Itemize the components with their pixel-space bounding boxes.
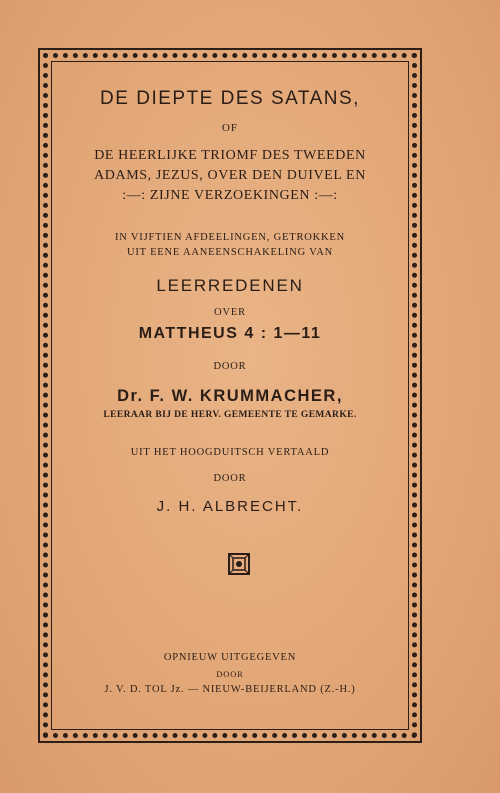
book-title: DE DIEPTE DES SATANS,: [100, 88, 360, 109]
division-line-2: UIT EENE AANEENSCHAKELING VAN: [126, 247, 334, 258]
or-connector: OF: [221, 122, 239, 134]
scripture-reference: MATTHEUS 4 : 1—11: [138, 325, 322, 342]
subtitle-line-3: :—: ZIJNE VERZOEKINGEN :—:: [122, 188, 338, 203]
by-connector-1: DOOR: [213, 361, 247, 372]
division-line-1: IN VIJFTIEN AFDEELINGEN, GETROKKEN: [115, 232, 345, 243]
author-description: LEERAAR BIJ DE HERV. GEMEENTE TE GEMARKE.: [103, 410, 357, 420]
by-connector-2: DOOR: [213, 473, 247, 484]
by-connector-3: DOOR: [216, 669, 244, 679]
square-ornament-icon: [228, 553, 250, 575]
republished-note: OPNIEUW UITGEGEVEN: [163, 652, 297, 663]
translation-note: UIT HET HOOGDUITSCH VERTAALD: [130, 447, 330, 458]
author-name: Dr. F. W. KRUMMACHER,: [117, 387, 343, 405]
subtitle-line-1: DE HEERLIJKE TRIOMF DES TWEEDEN: [94, 148, 366, 163]
over-connector: OVER: [214, 307, 246, 318]
subtitle-line-2: ADAMS, JEZUS, OVER DEN DUIVEL EN: [94, 168, 366, 183]
publisher-line: J. V. D. TOL Jz. — NIEUW-BEIJERLAND (Z.-H.): [104, 684, 356, 695]
sermons-heading: LEERREDENEN: [156, 276, 304, 295]
translator-name: J. H. ALBRECHT.: [156, 498, 304, 515]
